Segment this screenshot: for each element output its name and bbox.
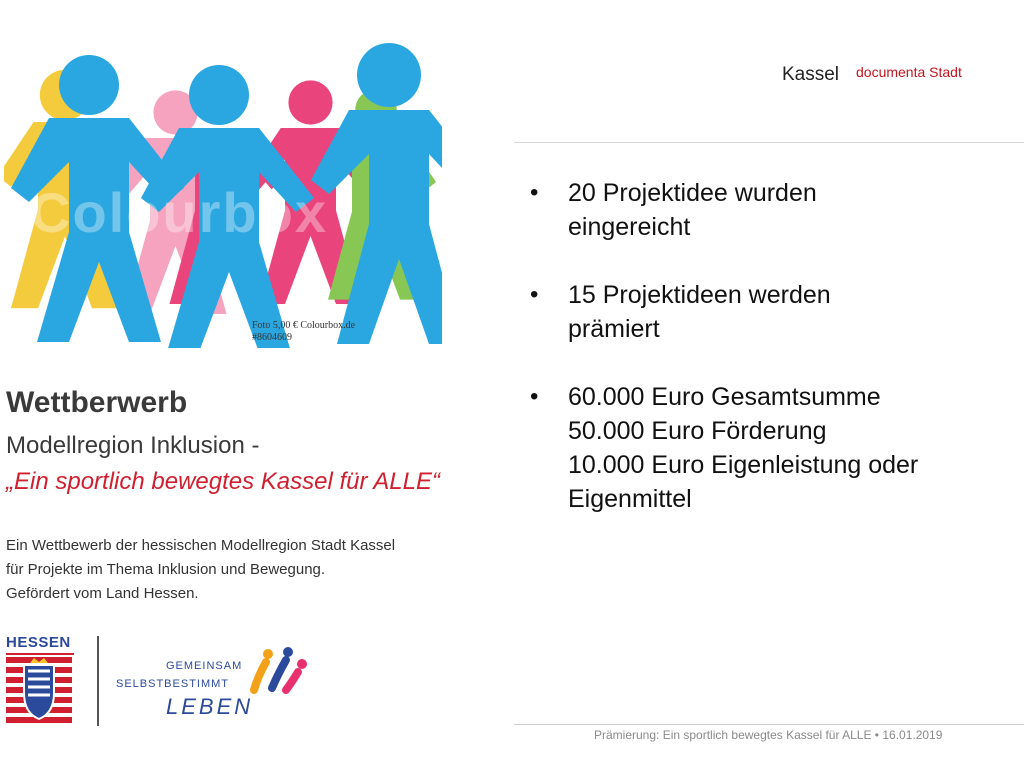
bullet-line: eingereicht [568, 213, 691, 241]
gsl-line1: GEMEINSAM [166, 660, 243, 672]
description-line: für Projekte im Thema Inklusion und Bewegung. [6, 561, 326, 578]
photo-credit-line2: #8604609 [252, 332, 292, 343]
bullet-line: • 60.000 Euro Gesamtsumme [568, 383, 881, 411]
header-divider [514, 142, 1024, 143]
bullet-item [530, 278, 1000, 346]
hessen-label: HESSEN [6, 634, 74, 655]
bullet-line: 10.000 Euro Eigenleistung oder [568, 451, 919, 479]
bullet-line: • 20 Projektidee wurden [568, 179, 817, 207]
competition-subtitle: Modellregion Inklusion - [6, 432, 260, 459]
paper-figures-photo [4, 30, 442, 348]
photo-credit-line1: Foto 5,00 € Colourbox.de [252, 320, 356, 331]
kassel-logo: Kassel [782, 64, 840, 85]
bullet-line: • 15 Projektideen werden [568, 281, 831, 309]
bullet-item [530, 176, 1000, 244]
bullet-line: prämiert [568, 315, 660, 343]
people-figures-icon [244, 642, 314, 712]
gsl-line2: SELBSTBESTIMMT [116, 678, 230, 690]
hessen-coat-of-arms-icon [6, 657, 72, 725]
bullet-item [530, 380, 1000, 516]
description-line: Ein Wettbewerb der hessischen Modellregion Stadt Kassel [6, 537, 396, 554]
documenta-stadt-tagline: documenta Stadt [856, 64, 962, 80]
competition-description [6, 534, 446, 606]
logo-divider [97, 636, 99, 726]
description-line: Gefördert vom Land Hessen. [6, 585, 199, 602]
watermark-text: Colourbox [30, 181, 328, 244]
photo-credit [252, 320, 355, 344]
gsl-line3: LEBEN [166, 694, 254, 719]
slide-footer: Prämierung: Ein sportlich bewegtes Kassel für ALLE • 16.01.2019 [594, 728, 943, 742]
bullet-line: Eigenmittel [568, 485, 692, 513]
competition-motto: „Ein sportlich bewegtes Kassel für ALLE“ [6, 468, 440, 495]
competition-title: Wettberwerb [6, 386, 188, 419]
footer-divider [514, 724, 1024, 725]
hessen-logo [6, 634, 74, 726]
gemeinsam-selbstbestimmt-leben-logo [112, 646, 312, 726]
bullet-line: 50.000 Euro Förderung [568, 417, 827, 445]
bullet-list [530, 176, 1000, 550]
